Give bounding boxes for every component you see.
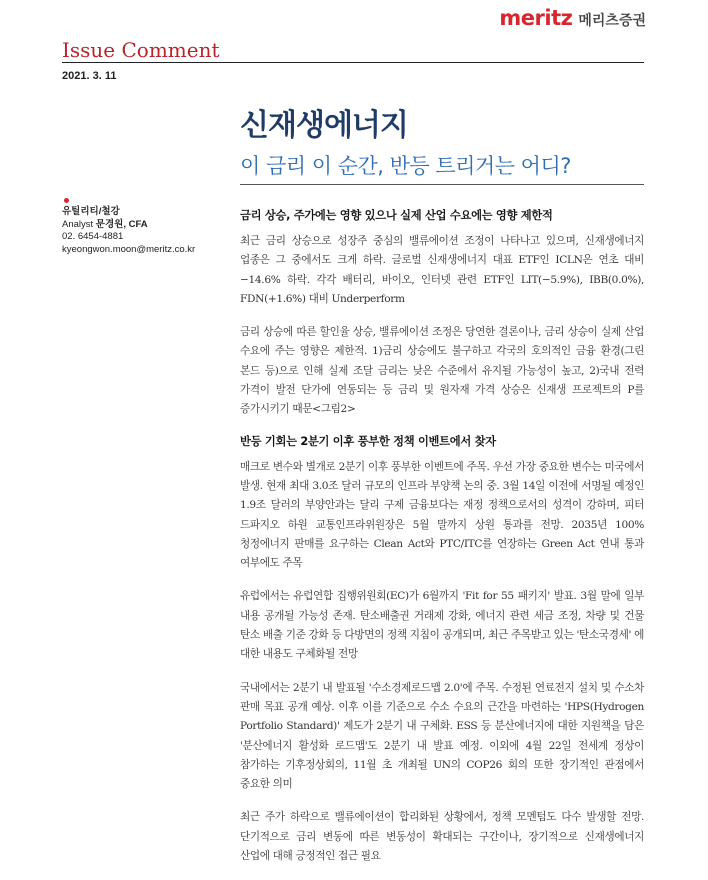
section-heading: 반등 기회는 2분기 이후 풍부한 정책 이벤트에서 찾자 <box>240 434 496 448</box>
page-subtitle: 이 금리 이 순간, 반등 트리거는 어디? <box>240 154 571 178</box>
bullet-dot-icon <box>64 198 69 203</box>
analyst-label: Analyst <box>62 218 94 230</box>
brand-logo <box>499 6 646 30</box>
analyst-line <box>62 219 222 232</box>
paragraph: 최근 주가 하락으로 밸류에이션이 합리화된 상황에서, 정책 모멘텀도 다수 발생할 전망. 단기적으로 금리 변동에 따른 변동성이 확대되는 구간이나, 장기적으로 신재생에너지 산업에 대해 긍정적인 접근 필요 <box>240 811 644 863</box>
paragraph: 최근 금리 상승으로 성장주 중심의 밸류에이션 조정이 나타나고 있으며, 신재생에너지 업종은 그 중에서도 크게 하락. 글로벌 신재생에너지 대표 ETF인 ICLN은 연초 대비 −14.6% 하락. 각각 배터리, 바이오, 인터넷 관련 ETF인 LIT(−5.9%), IBB(0.0%), FDN(+1.6%) 대비 Underperform <box>240 235 644 305</box>
paragraph: 매크로 변수와 별개로 2분기 이후 풍부한 이벤트에 주목. 우선 가장 중요한 변수는 미국에서 발생. 현재 최대 3.0조 달러 규모의 인프라 부양책 논의 중. 3월 14일 이전에 서명될 예정인 1.9조 달러의 부양안과는 달리 구제 금융보다는 재정 정책으로서의 성격이 강하며, 피터 드파지오 하원 교통인프라위원장은 5월 말까지 상원 통과를 전망. 2035년 100% 청정에너지 판매를 요구하는 Clean Act와 PTC/ITC를 연장하는 Green Act 연내 통과 여부에도 주목 <box>240 460 644 570</box>
report-type: Issue Comment <box>62 38 220 62</box>
header-divider <box>62 62 644 63</box>
paragraph: 금리 상승에 따른 할인율 상승, 밸류에이션 조정은 당연한 결론이나, 금리 상승이 실제 산업 수요에 주는 영향은 제한적. 1)금리 상승에도 불구하고 각국의 호의적인 금융 환경(그린 본드 등)으로 인해 실제 조달 금리는 낮은 수준에서 유지될 가능성이 높고, 2)국내 전력 가격이 발전 단가에 연동되는 등 금리 및 원자재 가격 상승은 신재생 프로젝트의 P를 증가시키기 때문<그림2> <box>240 326 644 416</box>
page-title: 신재생에너지 <box>240 108 408 143</box>
logo-sub-text: 메리츠증권 <box>578 13 646 29</box>
paragraph: 유럽에서는 유럽연합 집행위원회(EC)가 6월까지 'Fit for 55 패키지' 발표. 3월 말에 일부 내용 공개될 가능성 존재. 탄소배출권 거래제 강화, 에너지 관련 세금 조정, 차량 및 건물 탄소 배출 기준 강화 등 다방면의 정책 지침이 공개되며, 최근 주목받고 있는 '탄소국경세' 에 대한 내용도 구체화될 전망 <box>240 590 644 661</box>
sector-label: 유틸리티/철강 <box>62 206 120 217</box>
main-content <box>240 208 644 880</box>
title-divider <box>240 184 644 185</box>
report-date: 2021. 3. 11 <box>62 70 117 82</box>
section-heading: 금리 상승, 주가에는 영향 있으나 실제 산업 수요에는 영향 제한적 <box>240 209 553 222</box>
analyst-email[interactable]: kyeongwon.moon@meritz.co.kr <box>62 243 196 255</box>
analyst-phone: 02. 6454-4881 <box>62 231 124 242</box>
logo-brand-text: meritz <box>499 6 573 30</box>
paragraph: 국내에서는 2분기 내 발표될 '수소경제로드맵 2.0'에 주목. 수정된 연료전지 설치 및 수소차 판매 목표 공개 예상. 이후 이를 기준으로 수소 수요의 근간을 마련하는 'HPS(Hydrogen Portfolio Standard)' 제도가 2분기 내 구체화. ESS 등 분산에너지에 대한 지원책을 담은 '분산에너지 활성화 로드맵'도 2분기 내 발표 예정. 이외에 4월 22일 전세계 정상이 참가하는 기후정상회의, 11월 초 개최될 UN의 COP26 회의 또한 장기적인 관점에서 중요한 의미 <box>240 681 644 791</box>
analyst-name: 문경원, CFA <box>95 218 148 230</box>
analyst-sidebar <box>62 198 222 256</box>
